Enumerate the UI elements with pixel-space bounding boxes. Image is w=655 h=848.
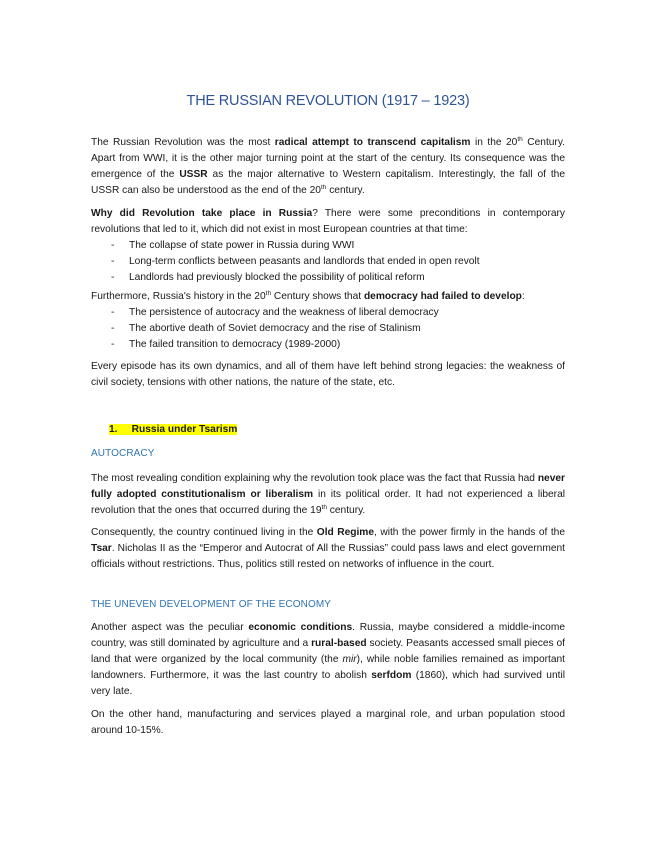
why-paragraph [91,206,565,238]
manufacturing-paragraph: On the other hand, manufacturing and services played a marginal role, and urban population stood around 10-15%. [91,709,565,736]
text: , with the power firmly in the hands of the [374,527,566,538]
text: in the 20 [470,137,518,148]
text: : [521,291,525,302]
list-item-text: Landlords had previously blocked the possibility of political reform [129,272,425,283]
bold-text: economic conditions [248,622,353,633]
list-item [91,254,565,270]
episode-paragraph: Every episode has its own dynamics, and all of them have left behind strong legacies: the weakness of civil society, tensions with other nations, the nature of the state, etc. [91,361,565,388]
text: The most revealing condition explaining why the revolution took place was the fact that Russia had [91,473,538,484]
text: ), while noble families remained as important landowners. Furthermore, it was the last country to abolish [91,654,565,681]
list-item [91,337,565,353]
list-item [91,270,565,286]
section-heading-russia-under-tsarism [109,423,237,437]
bold-text: Why did Revolution take place in Russia [91,208,313,219]
text: as the major alternative to Western capitalism. Interestingly, the fall of the USSR can also be understood as the end of the 20 [91,169,565,196]
economy-paragraph [91,620,565,700]
text: century. [326,185,365,196]
bold-text: Old Regime [316,527,375,538]
list-item-text: The failed transition to democracy (1989-2000) [129,339,341,350]
autocracy-subheading: AUTOCRACY [91,448,155,459]
list-item [91,238,565,254]
text: Furthermore, Russia's history in the 20 [91,291,266,302]
economy-subheading: THE UNEVEN DEVELOPMENT OF THE ECONOMY [91,599,332,610]
text: Century. Apart from WWI, it is the other major turning point at the start of the century. Its consequence was the emergence of the [91,137,565,180]
superscript: th [320,184,327,191]
dash-bullet: - [111,256,115,267]
text: . Nicholas II as the “Emperor and Autocrat of All the Russias” could pass laws and elect government officials without restrictions. Thus, politics still rested on networks of influence in the court. [91,543,565,570]
list-item-text: Long-term conflicts between peasants and landlords that ended in open revolt [129,256,480,267]
superscript: th [265,290,272,297]
text: (1860), which had survived until very late. [91,670,565,697]
list-item-text: The abortive death of Soviet democracy and the rise of Stalinism [129,323,421,334]
bold-text: Tsar [91,543,112,554]
dash-bullet: - [111,240,115,251]
furthermore-paragraph [91,289,565,305]
bold-text: rural-based [311,638,367,649]
preconditions-list [91,238,565,286]
text: . Russia, maybe considered a middle-income country, was still dominated by agriculture and a [91,622,565,649]
list-item-text: The persistence of autocracy and the weakness of liberal democracy [129,307,439,318]
text: ? There were some preconditions in contemporary revolutions that led to it, which did not exist in most European countries at that time: [91,208,565,235]
dash-bullet: - [111,339,115,350]
democracy-list [91,305,565,353]
list-item [91,305,565,321]
section-label: Russia under Tsarism [131,424,238,435]
text: Consequently, the country continued living in the [91,527,317,538]
superscript: th [517,136,523,143]
document-title: THE RUSSIAN REVOLUTION (1917 – 1923) [186,93,470,109]
bold-text: democracy had failed to develop [363,291,522,302]
bold-text: radical attempt to transcend capitalism [274,137,471,148]
text: Century shows that [271,291,364,302]
dash-bullet: - [111,272,115,283]
superscript: th [321,504,327,511]
text: The Russian Revolution was the most [91,137,275,148]
italic-text: mir [342,654,357,665]
bold-text: serfdom [371,670,412,681]
text: Another aspect was the peculiar [91,622,249,633]
intro-paragraph [91,135,565,199]
text: society. Peasants accessed small pieces of land that were organized by the local community (the [91,638,565,665]
bold-text: never fully adopted constitutionalism or liberalism [91,473,565,500]
list-item [91,321,565,337]
consequently-paragraph [91,525,565,573]
text: century. [326,505,366,516]
dash-bullet: - [111,307,115,318]
dash-bullet: - [111,323,115,334]
autocracy-paragraph [91,471,565,519]
text: in its political order. It had not experienced a liberal revolution that the ones that occurred during the 19 [91,489,565,516]
section-number: 1. [109,424,118,435]
list-item-text: The collapse of state power in Russia during WWI [129,240,355,251]
bold-text: USSR [179,169,208,180]
